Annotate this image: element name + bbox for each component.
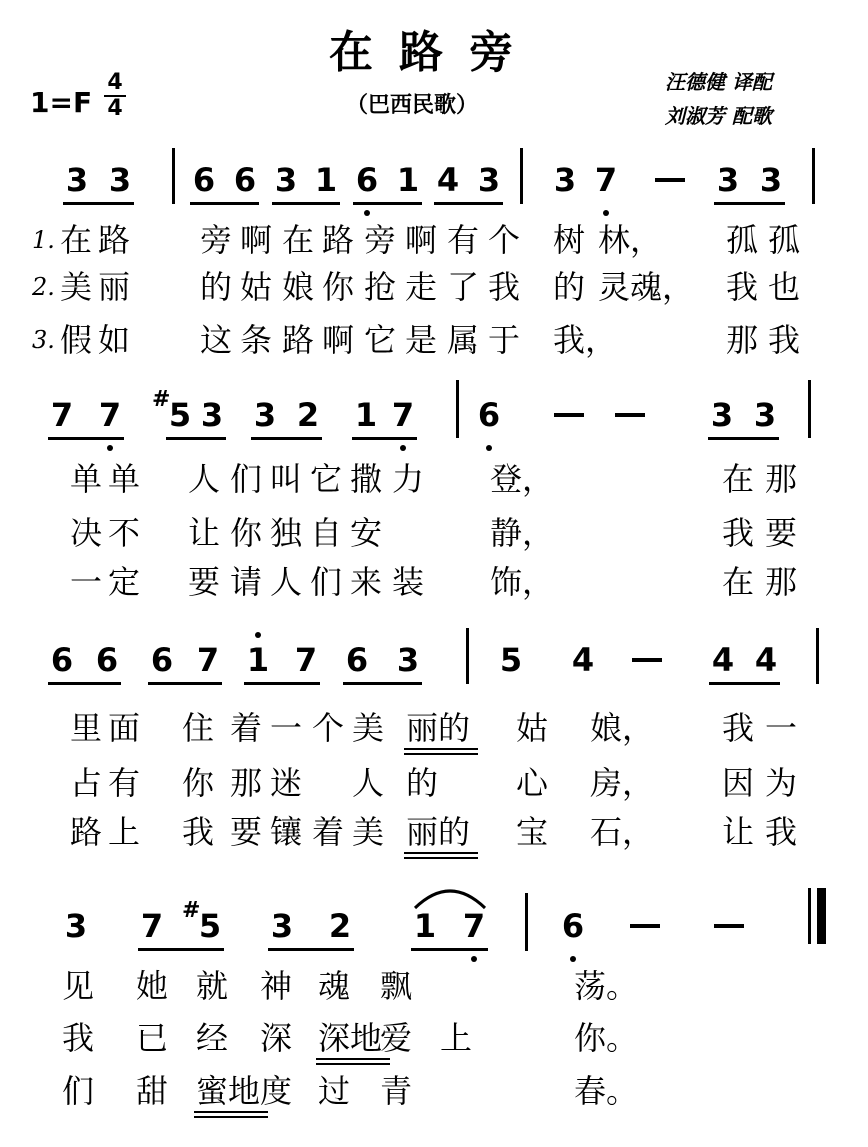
lyric-char: 叫 [270,460,303,498]
beam [244,682,320,685]
lyric-char: 啊 [240,221,273,259]
lyric-char: 房， [590,764,655,802]
sharp-sign: # [152,387,171,412]
note: 1 [413,907,437,945]
lyric-char: 登， [490,460,555,498]
melisma-underline [194,1111,268,1113]
lyric-char: 定 [108,563,141,601]
note: 3 [65,161,89,199]
note: 4 [571,641,595,679]
lyric-char: 甜 [136,1072,169,1110]
lyric-char: 我 [768,321,801,359]
lyric-char: 是 [405,321,438,359]
lyric-char: 你 [322,268,355,306]
note: 7 [391,396,415,434]
lyric-char: 独 [270,514,303,552]
note: 5 [198,907,222,945]
lyric-char: 属 [447,321,480,359]
lyric-char: 那 [230,764,263,802]
translator-credit: 汪德健 译配 [665,70,772,94]
lyric-char: 我 [488,268,521,306]
lyric-char: 个 [312,709,345,747]
lyric-char: 那 [765,563,798,601]
note: 2 [296,396,320,434]
melisma-underline [316,1058,390,1060]
time-signature-top: 4 [107,70,123,95]
lyric-char: 人 [188,460,221,498]
note: 5 [168,396,192,434]
beam [48,437,124,440]
lyric-char: 旁 [200,221,233,259]
lyric-char: 迷 [270,764,303,802]
note: 6 [477,396,501,434]
octave-dot [255,632,261,638]
lyric-char: 宝 [516,813,549,851]
lyric-char: 路 [282,321,315,359]
lyric-char: 心 [516,764,549,802]
lyric-char: 们 [310,563,343,601]
lyric-char: 的 [406,764,439,802]
note: 3 [396,641,420,679]
note: 3 [553,161,577,199]
lyric-char: 就 [196,967,229,1005]
song-title: 在路旁 [329,27,539,78]
lyric-char: 路 [70,813,103,851]
lyric-char: 来 [350,563,383,601]
lyric-char: 占 [70,764,103,802]
note: 3 [253,396,277,434]
sustain-dash [632,658,662,662]
lyric-char: 这 [200,321,233,359]
lyric-char: 我 [765,813,798,851]
lyric-char: 树 [553,221,586,259]
lyric-char: 的 [200,268,233,306]
lyric-char: 条 [240,321,273,359]
beam [251,437,322,440]
lyric-char: 让 [722,813,755,851]
beam [48,682,121,685]
note: 7 [140,907,164,945]
lyric-char: 经 [196,1019,229,1057]
beam [166,437,226,440]
note: 7 [594,161,618,199]
octave-dot [364,210,370,216]
lyric-char: 安 [350,514,383,552]
lyric-char: 度 [260,1072,293,1110]
lyric-char: 要 [230,813,263,851]
melisma-underline [404,753,478,755]
lyric-char: 她 [136,967,169,1005]
lyric-char: 一 [70,563,103,601]
lyric-char: 请 [230,563,263,601]
lyric-char: 一 [765,709,798,747]
note: 6 [50,641,74,679]
note: 1 [246,641,270,679]
lyric-char: 抢 [364,268,397,306]
lyric-char: 美 [60,268,93,306]
lyric-char: 你 [230,514,263,552]
lyric-char: 那 [726,321,759,359]
lyric-char: 深 [260,1019,293,1057]
lyric-char: 旁 [364,221,397,259]
lyric-char: 了 [447,268,480,306]
note: 3 [716,161,740,199]
lyric-char: 装 [392,563,425,601]
lyric-char: 娘 [282,268,315,306]
melisma-underline [404,852,478,854]
sustain-dash [655,178,685,182]
melisma-underline [404,748,478,750]
note: 3 [710,396,734,434]
lyric-char: 上 [440,1019,473,1057]
note: 4 [754,641,778,679]
beam [709,682,780,685]
note: 3 [759,161,783,199]
lyric-char: 啊 [405,221,438,259]
verse-number: 2. [32,273,55,301]
lyric-char: 孤 [726,221,759,259]
lyric-char: 静， [490,514,555,552]
lyric-char: 因 [722,764,755,802]
lyricist-credit: 刘淑芳 配歌 [665,104,772,128]
note: 6 [561,907,585,945]
lyric-char: 人 [270,563,303,601]
lyric-char: 人 [352,764,385,802]
time-signature [104,72,126,120]
lyric-char: 那 [765,460,798,498]
bar-line [172,148,175,204]
lyric-char: 我 [182,813,215,851]
lyric-char: 我 [722,709,755,747]
octave-dot [486,445,492,451]
lyric-char: 上 [108,813,141,851]
lyric-char: 着 [312,813,345,851]
lyric-char: 过 [318,1072,351,1110]
lyric-char: 有 [108,764,141,802]
note: 3 [274,161,298,199]
note: 5 [499,641,523,679]
lyric-char: 单 [70,460,103,498]
note: 6 [355,161,379,199]
lyric-char: 你。 [574,1019,639,1057]
beam [411,948,488,951]
key-signature: 1=F [30,86,93,119]
lyric-char: 丽 [98,268,131,306]
lyric-char: 石， [590,813,655,851]
beam [272,202,340,205]
sustain-dash [630,924,660,928]
note: 1 [396,161,420,199]
bar-line [816,628,819,684]
final-bar-thick [817,888,826,944]
lyric-char: 力 [392,460,425,498]
lyric-char: 走 [405,268,438,306]
melisma-underline [194,1116,268,1118]
note: 4 [711,641,735,679]
lyric-char: 姑 [516,709,549,747]
lyric-char: 丽的 [406,709,471,747]
bar-line [525,893,528,951]
lyric-char: 的 [553,268,586,306]
lyric-char: 姑 [240,268,273,306]
lyric-char: 们 [230,460,263,498]
lyric-char: 住 [182,709,215,747]
sustain-dash [714,924,744,928]
lyric-char: 灵魂， [598,268,695,306]
lyric-char: 路 [322,221,355,259]
note: 3 [108,161,132,199]
note: 2 [328,907,352,945]
melisma-underline [404,857,478,859]
lyric-char: 林， [598,221,663,259]
lyric-char: 要 [765,514,798,552]
lyric-char: 魂 [318,967,351,1005]
lyric-char: 着 [230,709,263,747]
beam [714,202,785,205]
octave-dot [603,210,609,216]
bar-line [520,148,523,204]
lyric-char: 镶 [270,813,303,851]
lyric-char: 孤 [768,221,801,259]
time-signature-bottom: 4 [107,96,123,121]
lyric-char: 深地 [318,1019,383,1057]
octave-dot [400,445,406,451]
lyric-char: 它 [364,321,397,359]
lyric-char: 你 [182,764,215,802]
lyric-char: 丽的 [406,813,471,851]
bar-line [808,380,811,438]
lyric-char: 个 [488,221,521,259]
lyric-char: 已 [136,1019,169,1057]
beam [353,202,422,205]
octave-dot [570,956,576,962]
note: 3 [477,161,501,199]
note: 6 [345,641,369,679]
lyric-char: 它 [310,460,343,498]
lyric-char: 啊 [322,321,355,359]
beam [63,202,134,205]
beam [268,948,354,951]
note: 6 [150,641,174,679]
lyric-char: 飘 [380,967,413,1005]
lyric-char: 荡。 [574,967,639,1005]
note: 6 [233,161,257,199]
lyric-char: 面 [108,709,141,747]
lyric-char: 里 [70,709,103,747]
bar-line [466,628,469,684]
bar-line [812,148,815,204]
tie [413,882,493,912]
lyric-char: 不 [108,514,141,552]
sharp-sign: # [182,898,201,923]
lyric-char: 爱 [380,1019,413,1057]
lyric-char: 们 [62,1072,95,1110]
final-bar-thin [808,888,811,944]
note: 7 [50,396,74,434]
lyric-char: 我 [726,268,759,306]
sustain-dash [615,413,645,417]
lyric-char: 如 [98,321,131,359]
lyric-char: 为 [765,764,798,802]
lyric-char: 春。 [574,1072,639,1110]
lyric-char: 要 [188,563,221,601]
lyric-char: 撒 [350,460,383,498]
lyric-char: 在 [722,563,755,601]
lyric-char: 我， [553,321,618,359]
beam [434,202,503,205]
lyric-char: 于 [488,321,521,359]
lyric-char: 青 [380,1072,413,1110]
lyric-char: 单 [108,460,141,498]
note: 3 [200,396,224,434]
bar-line [456,380,459,438]
sustain-dash [554,413,584,417]
melisma-underline [316,1063,390,1065]
beam [190,202,259,205]
lyric-char: 蜜地 [196,1072,261,1110]
lyric-char: 美 [352,813,385,851]
note: 6 [95,641,119,679]
note: 7 [294,641,318,679]
note: 3 [270,907,294,945]
beam [708,437,779,440]
lyric-char: 在 [282,221,315,259]
lyric-char: 神 [260,967,293,1005]
note: 7 [98,396,122,434]
note: 7 [196,641,220,679]
lyric-char: 路 [98,221,131,259]
lyric-char: 我 [62,1019,95,1057]
lyric-char: 让 [188,514,221,552]
lyric-char: 自 [310,514,343,552]
octave-dot [107,445,113,451]
note: 4 [436,161,460,199]
lyric-char: 在 [722,460,755,498]
beam [138,948,224,951]
beam [343,682,422,685]
beam [352,437,417,440]
lyric-char: 也 [768,268,801,306]
lyric-char: 在 [60,221,93,259]
verse-number: 3. [32,326,55,354]
lyric-char: 娘， [590,709,655,747]
note: 1 [354,396,378,434]
octave-dot [471,956,477,962]
subtitle: （巴西民歌） [346,93,479,118]
lyric-char: 见 [62,967,95,1005]
lyric-char: 一 [270,709,303,747]
note: 6 [192,161,216,199]
note: 3 [753,396,777,434]
note: 1 [314,161,338,199]
lyric-char: 美 [352,709,385,747]
note: 7 [462,907,486,945]
lyric-char: 决 [70,514,103,552]
verse-number: 1. [32,226,55,254]
lyric-char: 假 [60,321,93,359]
beam [148,682,222,685]
lyric-char: 有 [447,221,480,259]
lyric-char: 我 [722,514,755,552]
lyric-char: 饰， [490,563,555,601]
note: 3 [64,907,88,945]
